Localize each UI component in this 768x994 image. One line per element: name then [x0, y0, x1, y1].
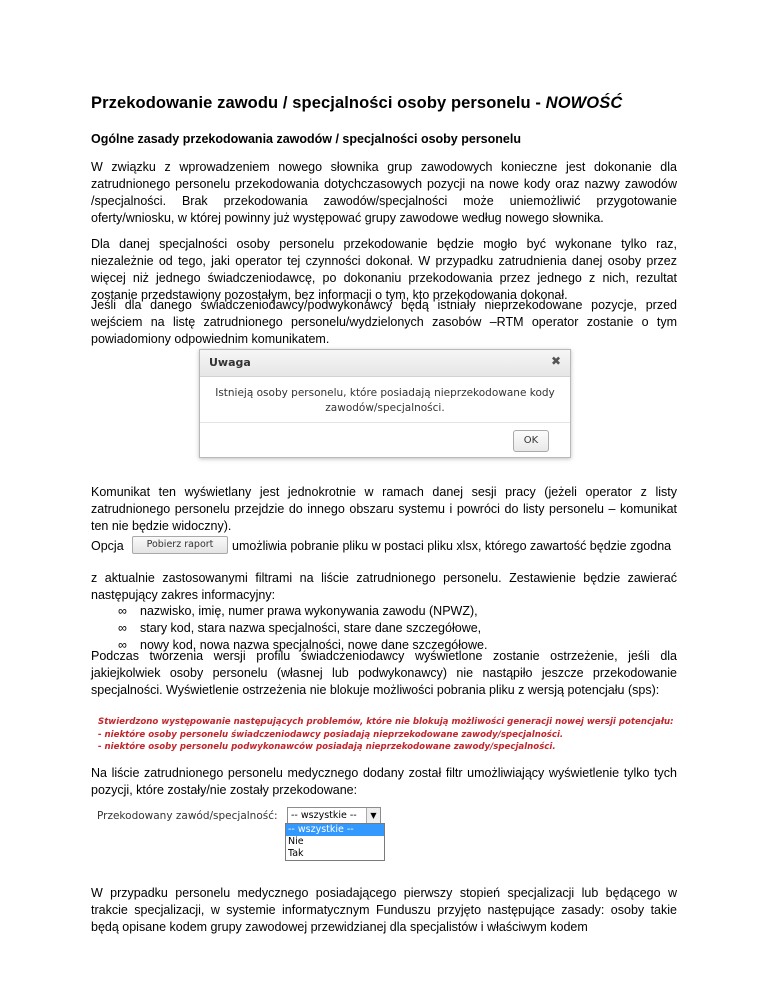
select-value: -- wszystkie -- — [291, 810, 357, 821]
dialog-divider — [200, 422, 570, 423]
warning-dialog — [199, 349, 571, 458]
download-report-button[interactable]: Pobierz raport — [132, 536, 228, 554]
paragraph-option-desc: umożliwia pobranie pliku w postaci pliku xlsx, którego zawartość będzie zgodna — [232, 539, 672, 553]
paragraph-option-cont: z aktualnie zastosowanymi filtrami na liście zatrudnionego personelu. Zestawienie będzie zawierać następujący zakres informacyjny: — [91, 571, 677, 602]
close-icon[interactable]: ✖ — [550, 354, 561, 368]
warning-line: - niektóre osoby personelu świadczeniodawcy posiadają nieprzekodowane zawody/specjalności. — [98, 729, 564, 740]
dialog-title: Uwaga — [209, 356, 251, 369]
page-title — [91, 94, 622, 113]
dialog-message-line: Istnieją osoby personelu, które posiadają nieprzekodowane kody — [215, 387, 555, 399]
paragraph-option-label: Opcja — [91, 539, 124, 553]
bullet-icon: ∞ — [118, 638, 127, 652]
dialog-message — [210, 386, 560, 416]
warning-line: - niektóre osoby personelu podwykonawców posiadają nieprzekodowane zawody/specjalności. — [98, 742, 556, 752]
filter-option-all[interactable]: -- wszystkie -- — [286, 824, 384, 836]
paragraph-recode-once: Dla danej specjalności osoby personelu przekodowanie będzie mogło być wykonane tylko raz, niezależnie od tego, jaki operator tej czynności dokonał. W przypadku zatrudnienia danej osoby przez więcej niż jednego świadczeniodawcę, po dokonaniu przekodowania przez jednego z nich, rezultat zostanie przedstawiony pozostałym, bez informacji o tym, kto przekodowania dokonał. — [91, 237, 677, 302]
warning-message — [98, 716, 674, 754]
dialog-message-line: zawodów/specjalności. — [325, 402, 445, 414]
title-emphasis: NOWOŚĆ — [545, 94, 623, 112]
section-heading: Ogólne zasady przekodowania zawodów / specjalności osoby personelu — [91, 132, 521, 146]
dialog-header — [200, 350, 570, 377]
paragraph-filter: Na liście zatrudnionego personelu medycznego dodany został filtr umożliwiający wyświetlenie tylko tych pozycji, które zostały/nie zostały przekodowane: — [91, 766, 677, 797]
ok-button[interactable]: OK — [513, 430, 549, 452]
paragraph-session-note: Komunikat ten wyświetlany jest jednokrotnie w ramach danej sesji pracy (jeżeli operator z listy zatrudnionego personelu przejdzie do innego obszaru systemu i powróci do listy personelu – komunikat ten nie będzie widoczny). — [91, 485, 677, 533]
title-main: Przekodowanie zawodu / specjalności osoby personelu - — [91, 94, 546, 112]
paragraph-version-warning: Podczas tworzenia wersji profilu świadczeniodawcy wyświetlone zostanie ostrzeżenie, jeśli dla jakiejkolwiek osoby personelu (własnej lub podwykonawcy) nie nastąpiło jeszcze przekodowanie specjalności. Wyświetlenie ostrzeżenia nie blokuje możliwości pobrania pliku z wersją potencjału (sps): — [91, 649, 677, 697]
paragraph-specialization: W przypadku personelu medycznego posiadającego pierwszy stopień specjalizacji lub będącego w trakcie specjalizacji, w systemie informatycznym Funduszu przyjęto następujące zasady: osoby takie będą opisane kodem grupy zawodowej przewidzianej dla specjalistów i właściwym kodem — [91, 886, 677, 934]
list-item-text: nowy kod, nowa nazwa specjalności, nowe dane szczegółowe. — [140, 638, 488, 652]
paragraph-intro: W związku z wprowadzeniem nowego słownika grup zawodowych konieczne jest dokonanie dla zatrudnionego personelu przekodowania dotychczasowych pozycji na nowe kody oraz nazwy zawodów /specjalności. Brak przekodowania zawodów/specjalności może uniemożliwić przygotowanie oferty/wniosku, w której powinny już występować grupy zawodowe według nowego słownika. — [91, 160, 677, 225]
bullet-icon: ∞ — [118, 621, 127, 635]
chevron-down-icon[interactable]: ▼ — [366, 808, 380, 823]
list-item — [118, 603, 487, 620]
warning-line: Stwierdzono występowanie następujących problemów, które nie blokują możliwości generacji nowej wersji potencjału: — [98, 717, 674, 727]
info-scope-list — [118, 603, 487, 654]
recode-filter-select[interactable] — [287, 807, 381, 824]
filter-option-no[interactable]: Nie — [288, 836, 304, 847]
paragraph-notification: Jeśli dla danego świadczeniodawcy/podwykonawcy będą istniały nieprzekodowane pozycje, przed wejściem na listę zatrudnionego personelu/wydzielonych zasobów –RTM operator zostanie o tym powiadomiony odpowiednim komunikatem. — [91, 298, 677, 346]
list-item-text: stary kod, stara nazwa specjalności, stare dane szczegółowe, — [140, 621, 482, 635]
list-item-text: nazwisko, imię, numer prawa wykonywania zawodu (NPWZ), — [140, 604, 478, 618]
list-item — [118, 620, 487, 637]
filter-option-yes[interactable]: Tak — [288, 848, 304, 859]
filter-options-list — [285, 823, 385, 861]
filter-label: Przekodowany zawód/specjalność: — [97, 810, 278, 822]
bullet-icon: ∞ — [118, 604, 127, 618]
